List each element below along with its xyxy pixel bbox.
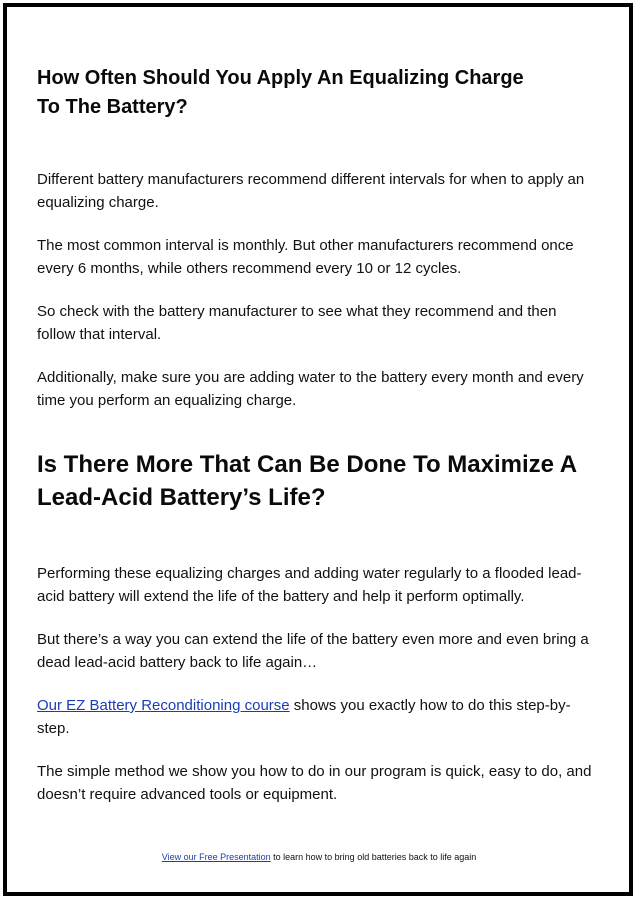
paragraph-course-link — [37, 694, 593, 740]
heading-line: Is There More That Can Be Done To Maximize A — [37, 451, 578, 478]
paragraph: So check with the battery manufacturer to see what they recommend and then follow that interval. — [37, 303, 557, 343]
paragraph-text: shows you exactly how to do this step-by-step. — [37, 697, 571, 737]
document-body — [37, 64, 593, 826]
course-link[interactable]: Our EZ Battery Reconditioning course — [37, 697, 290, 714]
free-presentation-link[interactable]: View our Free Presentation — [161, 852, 271, 862]
paragraph: But there’s a way you can extend the life of the battery even more and even bring a dead lead-acid battery back to life again… — [37, 631, 589, 671]
paragraph: Performing these equalizing charges and adding water regularly to a flooded lead-acid battery will extend the life of the battery and help it perform optimally. — [37, 565, 582, 605]
paragraph: The most common interval is monthly. But other manufacturers recommend once every 6 months, while others recommend every 10 or 12 cycles. — [37, 237, 574, 277]
footer-text: to learn how to bring old batteries back to life again — [270, 852, 477, 862]
section-heading-maximize-life — [37, 448, 593, 514]
heading-line: To The Battery? — [37, 96, 188, 118]
paragraph: Different battery manufacturers recommend different intervals for when to apply an equalizing charge. — [37, 171, 585, 211]
paragraph: Additionally, make sure you are adding water to the battery every month and every time you perform an equalizing charge. — [37, 369, 584, 409]
heading-line: How Often Should You Apply An Equalizing Charge — [37, 67, 524, 89]
paragraph: The simple method we show you how to do in our program is quick, easy to do, and doesn’t require advanced tools or equipment. — [37, 763, 592, 803]
section-heading-equalizing-frequency — [37, 64, 593, 122]
page-footer — [0, 851, 638, 863]
heading-line: Lead-Acid Battery’s Life? — [37, 484, 326, 511]
